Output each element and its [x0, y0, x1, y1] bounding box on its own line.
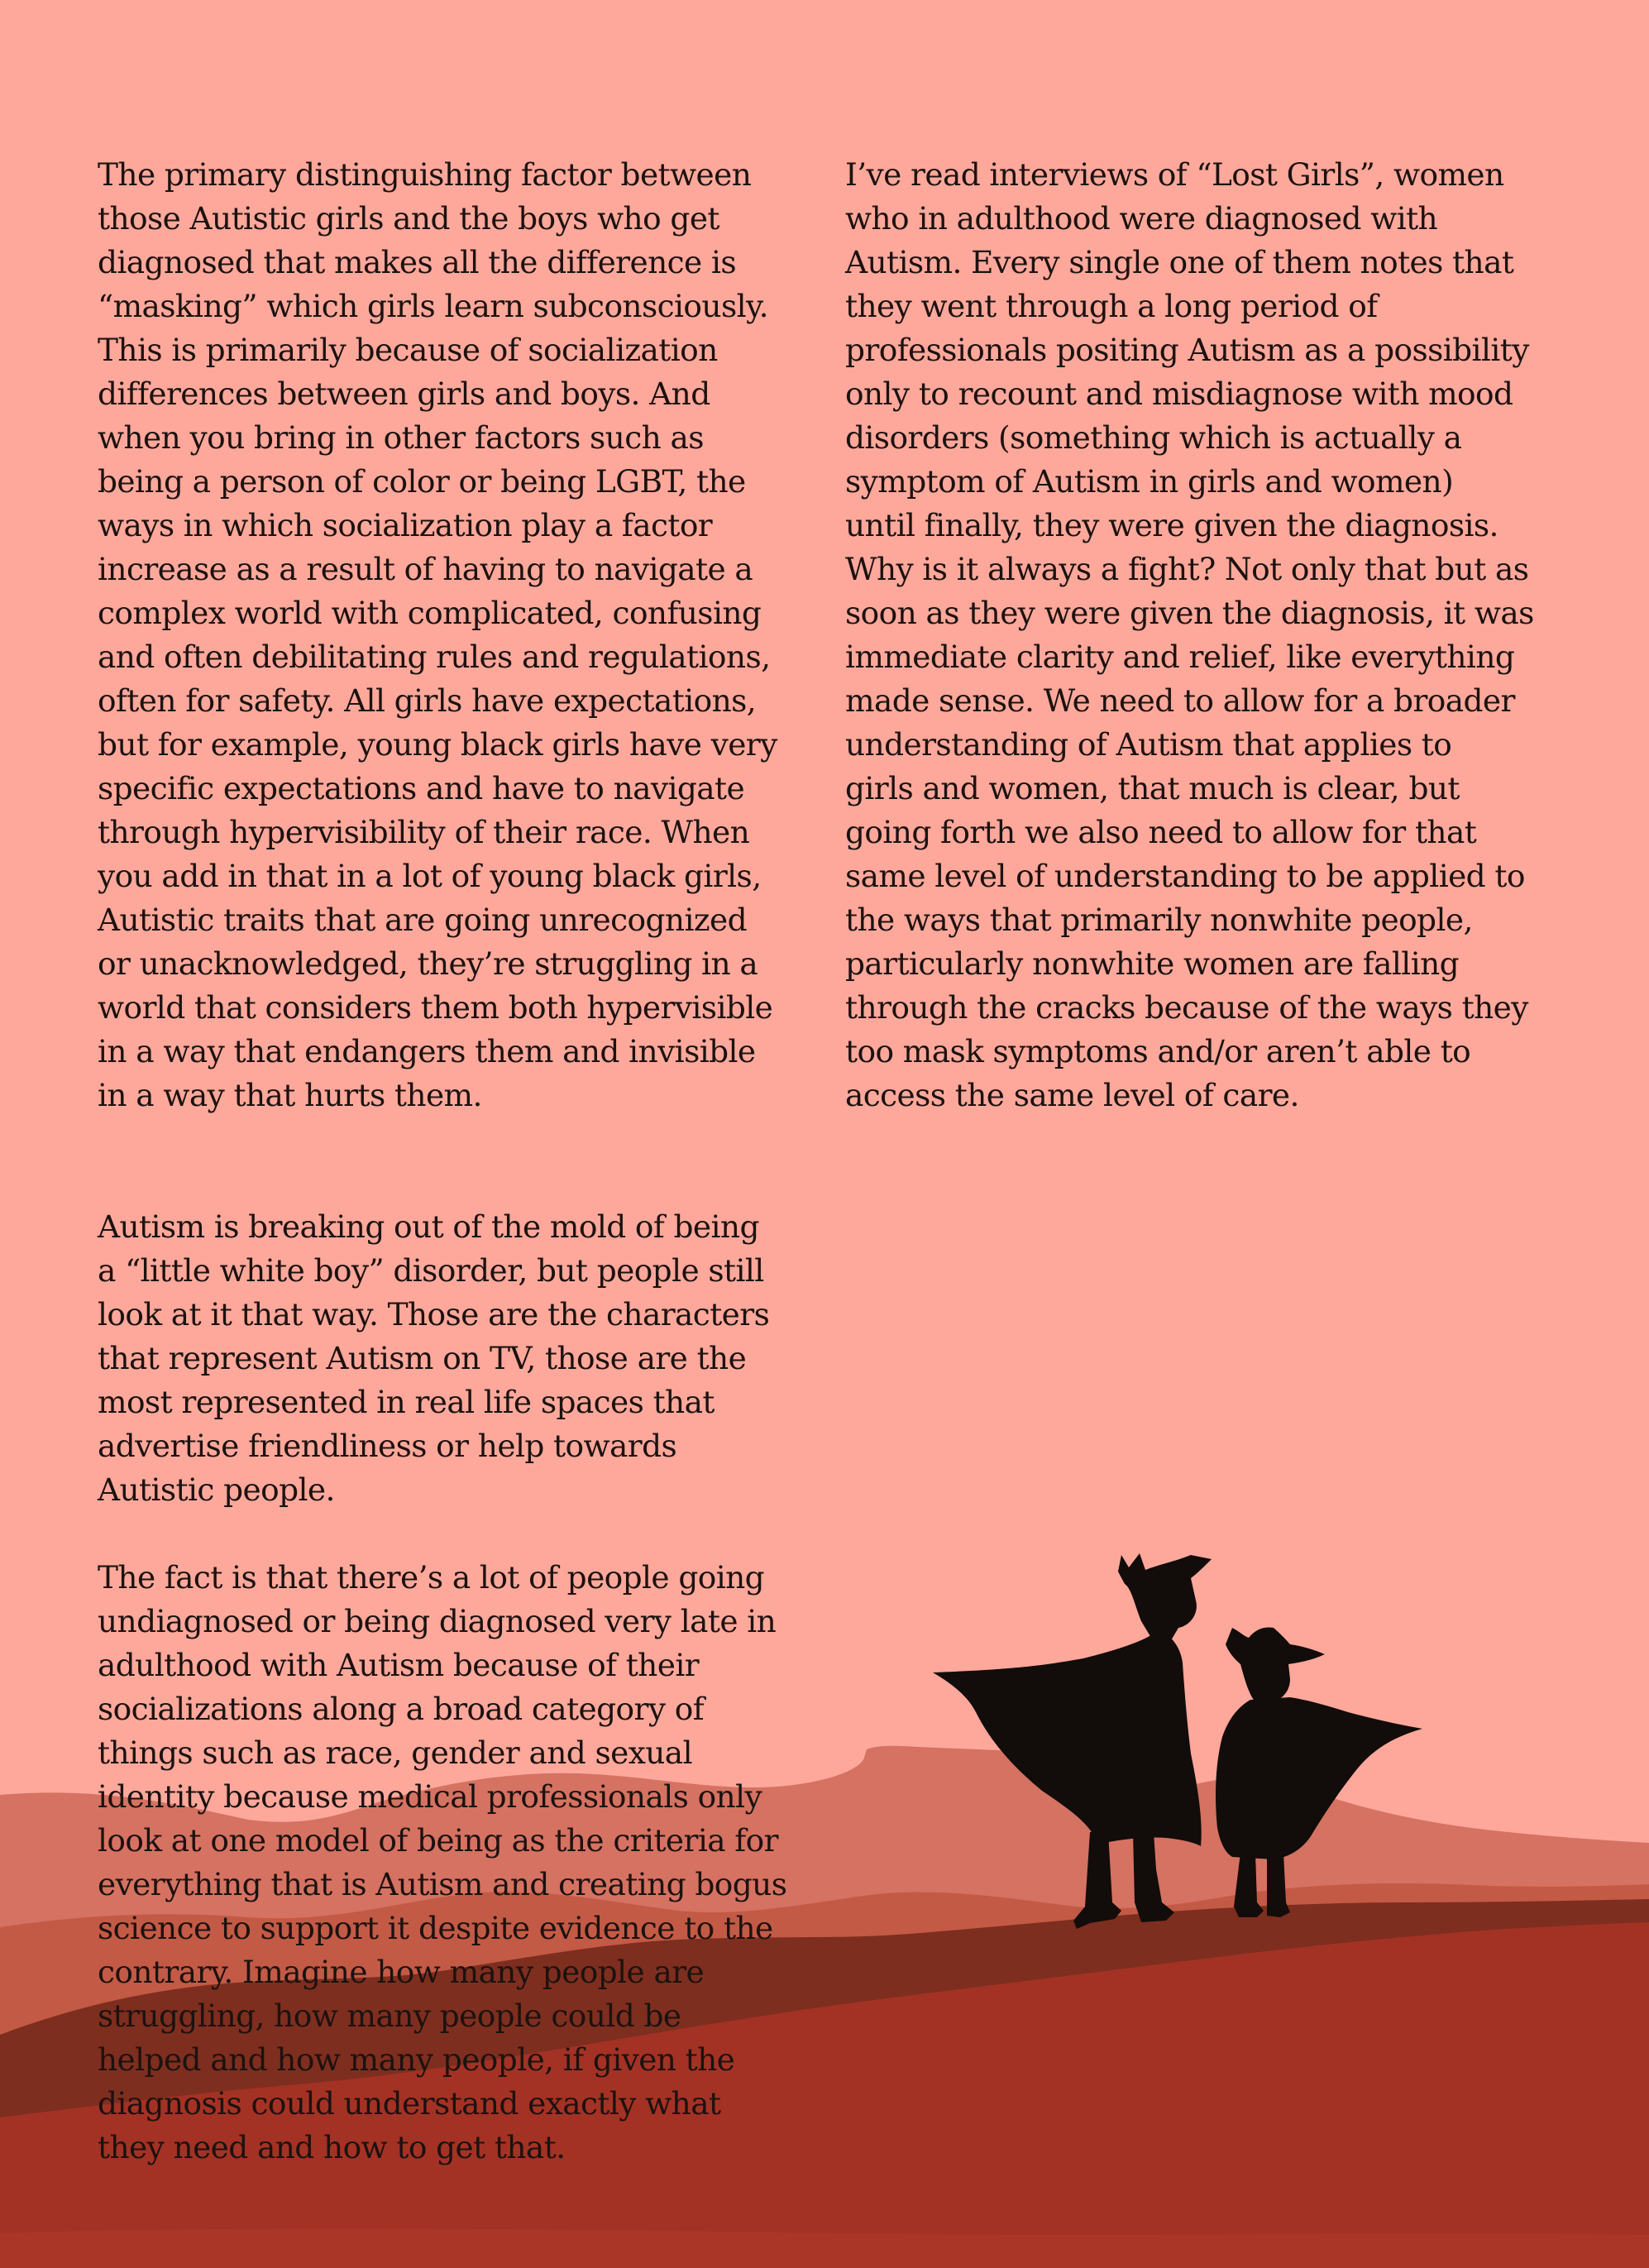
left-paragraph-2: Autism is breaking out of the mold of being a “little white boy” disorder, but people still look at it that way. Those are the characters that represent Autism on TV, those are the most represented in real life spaces that advertise friendliness or help towards Autistic people. [98, 1208, 770, 1508]
left-text-column [98, 109, 825, 2213]
right-text-column [845, 109, 1573, 1161]
left-paragraph-3: The fact is that there’s a lot of people going undiagnosed or being diagnosed very late in adulthood with Autism because of their socializations along a broad category of things such as race, gender and sexual identity because medical professionals only look at one model of being as the criteria for everything that is Autism and creating bogus science to support it despite evidence to the contrary. Imagine how many people are struggling, how many people could be helped and how many people, if given the diagnosis could understand exactly what they need and how to get that. [98, 1559, 787, 2165]
ground-texture [0, 2228, 1649, 2268]
right-paragraph-1: I’ve read interviews of “Lost Girls”, women who in adulthood were diagnosed with Autism. Every single one of them notes that they went through a long period of professionals positing Autism as a possibility only to recount and misdiagnose with mood disorders (something which is actually a symptom of Autism in girls and women) until finally, they were given the diagnosis. Why is it always a fight? Not only that but as soon as they were given the diagnosis, it was immediate clarity and relief, like everything made sense. We need to allow for a broader understanding of Autism that applies to girls and women, that much is clear, but going forth we also need to allow for that same level of understanding to be applied to the ways that primarily nonwhite people, particularly nonwhite women are falling through the cracks because of the ways they too mask symptoms and/or aren’t able to access the same level of care. [845, 156, 1534, 1113]
left-paragraph-1: The primary distinguishing factor between those Autistic girls and the boys who get diagnosed that makes all the difference is “masking” which girls learn subconsciously. This is primarily because of socialization differences between girls and boys. And when you bring in other factors such as being a person of color or being LGBT, the ways in which socialization play a factor increase as a result of having to navigate a complex world with complicated, confusing and often debilitating rules and regulations, often for safety. All girls have expectations, but for example, young black girls have very specific expectations and have to navigate through hypervisibility of their race. When you add in that in a lot of young black girls, Autistic traits that are going unrecognized or unacknowledged, they’re struggling in a world that considers them both hypervisible in a way that endangers them and invisible in a way that hurts them. [98, 156, 777, 1113]
